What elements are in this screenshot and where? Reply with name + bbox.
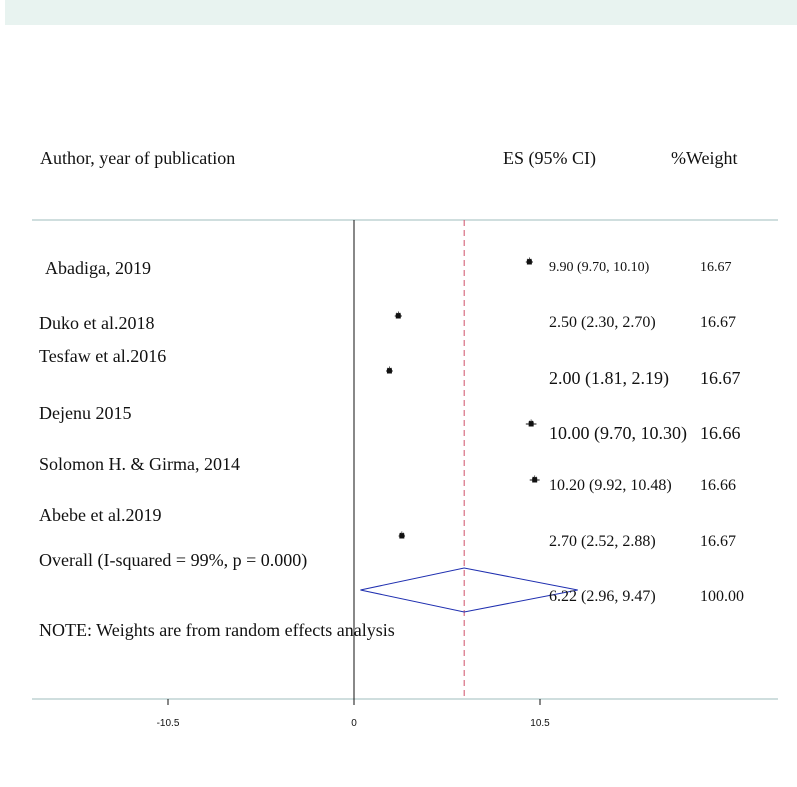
study-label: Duko et al.2018 (39, 313, 155, 333)
study-weight: 16.67 (700, 368, 741, 388)
study-rows (39, 255, 741, 550)
study-weight: 16.67 (700, 260, 732, 275)
study-es-text: 10.00 (9.70, 10.30) (549, 423, 687, 443)
study-marker-star: * (387, 364, 392, 378)
study-marker-star: * (527, 255, 532, 269)
study-weight: 16.66 (700, 477, 736, 494)
study-es-text: 2.00 (1.81, 2.19) (549, 368, 669, 388)
study-es-text: 2.50 (2.30, 2.70) (549, 314, 656, 331)
study-es-text: 2.70 (2.52, 2.88) (549, 533, 656, 550)
x-axis-ticks (157, 699, 551, 729)
overall-diamond (360, 568, 577, 612)
study-weight: 16.66 (700, 423, 741, 443)
note-text: NOTE: Weights are from random effects analysis (39, 620, 395, 640)
study-es-text: 9.90 (9.70, 10.10) (549, 260, 650, 275)
study-label: Abadiga, 2019 (45, 258, 151, 278)
study-label: Tesfaw et al.2016 (39, 346, 167, 366)
study-label: Abebe et al.2019 (39, 505, 162, 525)
study-marker-star: * (395, 309, 401, 323)
study-label: Dejenu 2015 (39, 403, 132, 423)
author-column-header: Author, year of publication (40, 148, 236, 168)
x-tick-label: 0 (351, 718, 357, 729)
study-label: Solomon H. & Girma, 2014 (39, 454, 240, 474)
overall-weight: 100.00 (700, 588, 744, 605)
study-marker-star: * (532, 473, 538, 487)
overall-es-text: 6.22 (2.96, 9.47) (549, 588, 656, 605)
study-weight: 16.67 (700, 533, 736, 550)
x-tick-label: -10.5 (156, 718, 180, 729)
study-marker-star: * (399, 529, 405, 543)
study-weight: 16.67 (700, 314, 736, 331)
x-tick-label: 10.5 (530, 718, 550, 729)
study-es-text: 10.20 (9.92, 10.48) (549, 477, 672, 494)
study-marker-star: * (528, 417, 534, 431)
es-column-header: ES (95% CI) (503, 148, 596, 168)
weight-column-header: %Weight (671, 148, 738, 168)
overall-label: Overall (I-squared = 99%, p = 0.000) (39, 550, 308, 570)
